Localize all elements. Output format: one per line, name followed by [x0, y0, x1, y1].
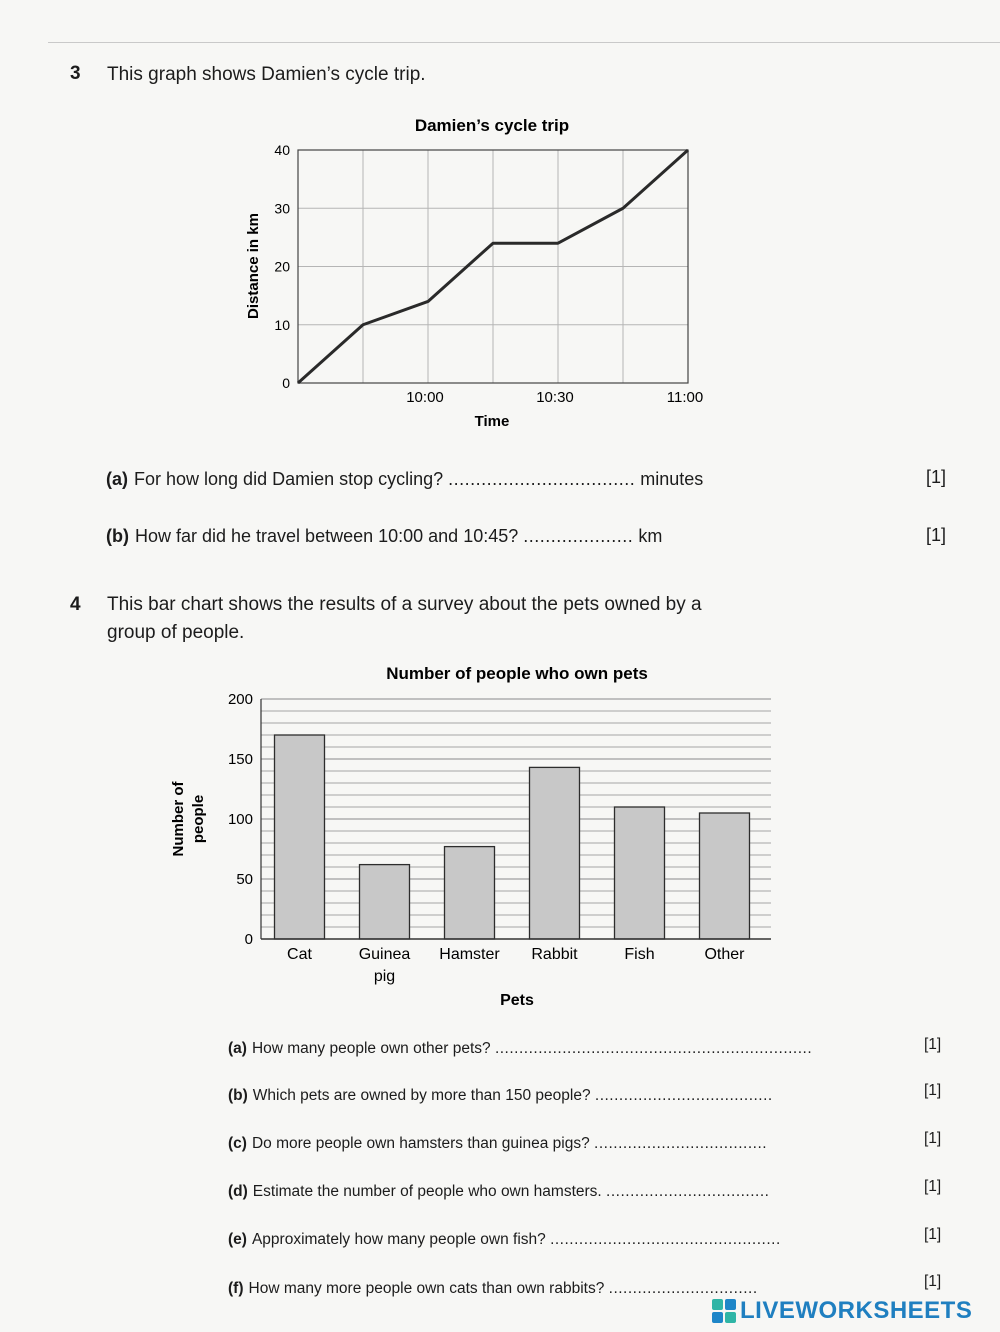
bar-chart-y-tick-label: 200: [227, 691, 253, 708]
question-4c-mark: [1]: [924, 1130, 942, 1147]
line-chart-y-axis-label: Distance in km: [245, 213, 262, 319]
question-3a-answer-line[interactable]: ..................................: [448, 469, 636, 489]
bar-chart-x-tick-label: Cat: [287, 946, 312, 963]
question-3-number: 3: [70, 63, 81, 84]
question-4f-mark: [1]: [924, 1273, 942, 1290]
question-3a-mark: [1]: [926, 467, 947, 487]
question-4c-answer-line[interactable]: ....................................: [594, 1135, 768, 1152]
question-4d-mark: [1]: [924, 1178, 942, 1195]
bar-chart-x-tick-label: Fish: [624, 946, 655, 963]
question-4b-answer-line[interactable]: .....................................: [594, 1087, 773, 1104]
question-4-intro-line-2: group of people.: [107, 622, 245, 643]
question-4e-answer-line[interactable]: ................................................: [550, 1231, 781, 1248]
line-chart-x-tick-label: 10:30: [536, 389, 574, 406]
line-chart-cycle-trip: [230, 108, 710, 438]
line-chart-y-tick-label: 20: [274, 258, 290, 275]
line-chart-y-tick-label: 40: [274, 142, 290, 158]
bar-chart-x-tick-label: Other: [704, 946, 745, 963]
question-4f-answer-line[interactable]: ...............................: [608, 1280, 758, 1297]
question-3b-unit: km: [638, 526, 663, 546]
question-3b-text: How far did he travel between 10:00 and 10:45?: [134, 526, 519, 546]
bar-fish: [615, 807, 665, 939]
bar-chart-y-tick-label: 50: [236, 871, 253, 888]
bar-other: [700, 813, 750, 939]
question-3b-mark: [1]: [926, 525, 947, 545]
line-chart-x-axis-label: Time: [474, 413, 510, 430]
bar-chart-y-tick-label: 100: [227, 811, 253, 828]
question-4f-label: (f): [228, 1280, 244, 1297]
line-chart-x-ticks: [406, 389, 703, 406]
liveworksheets-logo-icon: [712, 1299, 736, 1323]
question-4b-text: Which pets are owned by more than 150 people?: [252, 1087, 591, 1104]
question-3b-answer-line[interactable]: ....................: [523, 526, 634, 546]
bar-chart-bars: [275, 735, 750, 939]
bar-chart-y-tick-label: 150: [227, 751, 253, 768]
line-chart-x-tick-label: 10:00: [406, 389, 444, 406]
bar-rabbit: [530, 767, 580, 939]
line-chart-grid: [298, 150, 688, 383]
question-4d: [228, 1183, 769, 1201]
bar-chart-x-ticks: [287, 946, 745, 985]
question-4c-label: (c): [228, 1135, 247, 1152]
line-chart-y-tick-label: 0: [282, 375, 290, 391]
bar-chart-x-axis-label: Pets: [500, 992, 534, 1009]
line-chart-x-tick-label: 11:00: [666, 389, 704, 406]
question-4-number: 4: [70, 594, 81, 615]
question-4c: [228, 1135, 767, 1153]
question-3-intro: This graph shows Damien’s cycle trip.: [107, 64, 426, 85]
bar-chart-x-tick-label: Hamster: [439, 946, 500, 963]
line-chart-y-ticks: [274, 142, 290, 391]
bar-hamster: [445, 847, 495, 939]
question-4a-text: How many people own other pets?: [251, 1040, 491, 1057]
question-4f-text: How many more people own cats than own rabbits?: [248, 1280, 605, 1297]
question-3b-label: (b): [106, 526, 129, 546]
question-4c-text: Do more people own hamsters than guinea pigs?: [251, 1135, 590, 1152]
bar-chart-y-tick-label: 0: [244, 931, 253, 948]
liveworksheets-logo[interactable]: [712, 1297, 972, 1325]
question-4e-mark: [1]: [924, 1226, 942, 1243]
liveworksheets-logo-text: LIVEWORKSHEETS: [740, 1297, 973, 1324]
bar-chart-y-axis-label: Number of people: [170, 781, 207, 857]
question-3a: [106, 469, 703, 490]
question-4f: [228, 1280, 758, 1298]
question-4b-mark: [1]: [924, 1082, 942, 1099]
question-4d-answer-line[interactable]: ..................................: [606, 1183, 770, 1200]
line-chart-y-tick-label: 30: [274, 200, 290, 217]
question-4a: [228, 1040, 812, 1058]
question-4d-text: Estimate the number of people who own hamsters.: [252, 1183, 602, 1200]
question-3a-label: (a): [106, 469, 128, 489]
bar-cat: [275, 735, 325, 939]
question-3a-unit: minutes: [640, 469, 704, 489]
question-4d-label: (d): [228, 1183, 248, 1200]
question-3b: [106, 526, 662, 547]
question-4a-mark: [1]: [924, 1036, 942, 1053]
bar-chart-pets: [155, 655, 795, 1015]
question-4e: [228, 1231, 781, 1249]
bar-chart-x-tick-label: pig: [373, 968, 396, 985]
question-4b-label: (b): [228, 1087, 248, 1104]
bar-chart-x-tick-label: Rabbit: [531, 946, 578, 963]
page-top-rule: [48, 42, 1000, 43]
question-3a-text: For how long did Damien stop cycling?: [134, 469, 444, 489]
bar-guinea-pig: [360, 865, 410, 939]
bar-chart-grid: [261, 699, 771, 927]
bar-chart-y-ticks: [228, 691, 253, 948]
question-4e-label: (e): [228, 1231, 247, 1248]
question-4a-label: (a): [228, 1040, 247, 1057]
bar-chart-title: Number of people who own pets: [386, 664, 648, 683]
question-4e-text: Approximately how many people own fish?: [251, 1231, 546, 1248]
line-chart-y-tick-label: 10: [274, 316, 290, 333]
question-4a-answer-line[interactable]: ..................................................................: [494, 1040, 813, 1057]
bar-chart-x-tick-label: Guinea: [358, 946, 411, 963]
line-chart-title: Damien’s cycle trip: [414, 116, 570, 135]
question-4-intro-line-1: This bar chart shows the results of a survey about the pets owned by a: [107, 594, 702, 615]
question-4b: [228, 1087, 773, 1105]
